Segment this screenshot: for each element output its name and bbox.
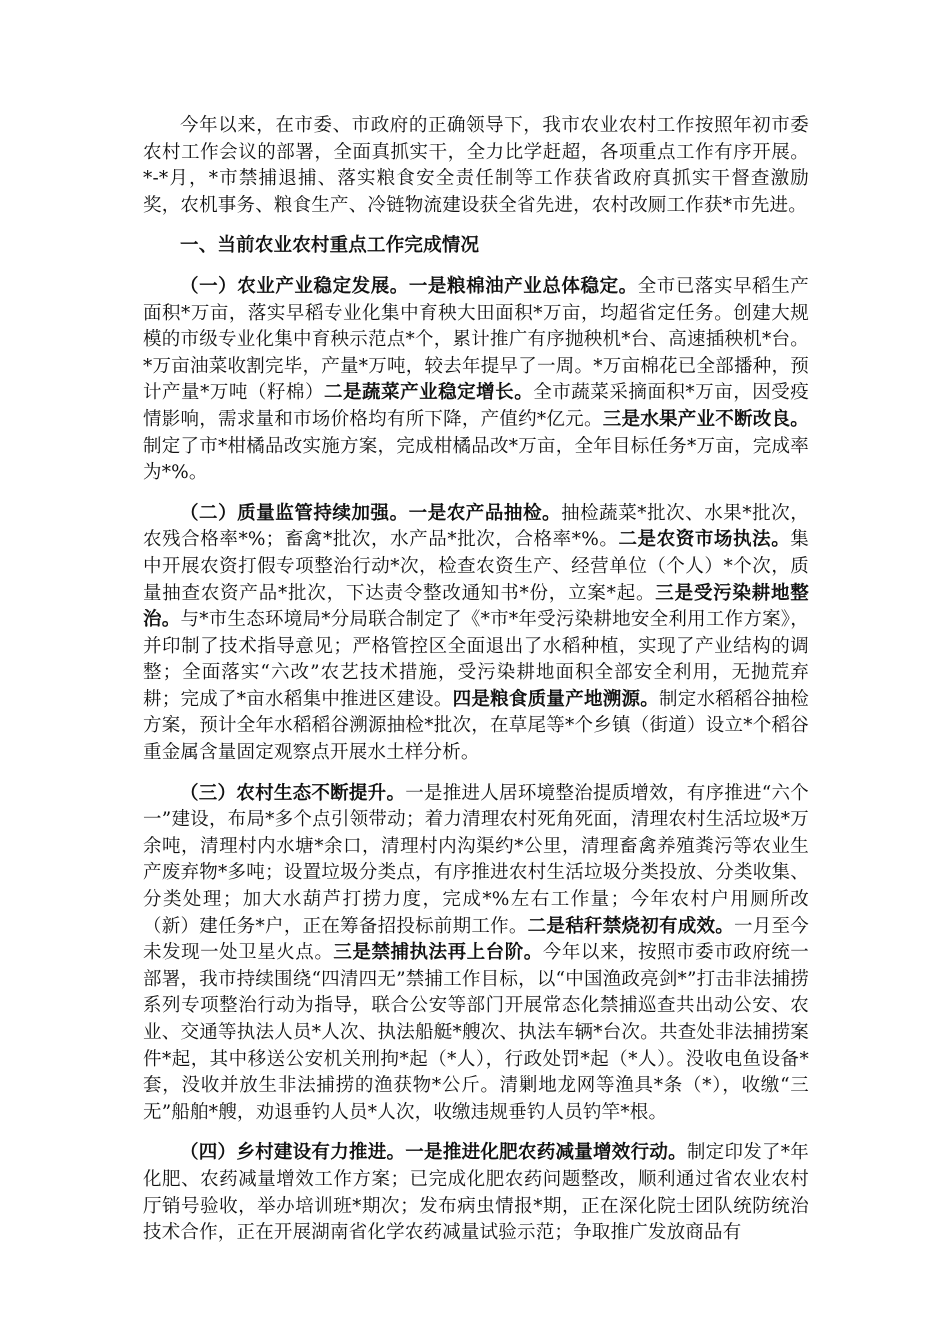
paragraph-lead: （四）乡村建设有力推进。一是推进化肥农药减量增效行动。: [180, 1142, 687, 1164]
paragraph-emphasis: 三是水果产业不断改良。: [602, 408, 809, 430]
paragraph-text: 抽检蔬菜*批次、水果*批次，农残合格率*%；畜禽*批次，水产品*批次，合格率*%。: [143, 502, 809, 551]
paragraph-lead: （二）质量监管持续加强。一是农产品抽检。: [180, 502, 562, 524]
document-body: [143, 113, 809, 1261]
paragraph-emphasis: 二是蔬菜产业稳定增长。: [323, 382, 534, 404]
paragraph-emphasis: 三是受污染耕地整治。: [143, 582, 809, 631]
paragraph-rural-construction: [143, 1140, 809, 1246]
paragraph-text: 制定印发了*年化肥、农药减量增效工作方案；已完成化肥农药问题整改，顺利通过省农业农村厅销号验收，举办培训班*期次；发布病虫情报*期，正在深化院士团队统防统治技术合作，正在开展湖南省化学农药减量试验示范；争取推广发放商品有: [143, 1142, 810, 1244]
paragraph-lead: （一）农业产业稳定发展。一是粮棉油产业总体稳定。: [180, 275, 638, 297]
paragraph-text: 全市蔬菜采摘面积*万亩，因受疫情影响，需求量和市场价格均有所下降，产值约*亿元。: [143, 382, 809, 430]
paragraph-text: 制定了市*柑橘品改实施方案，完成柑橘品改*万亩，全年目标任务*万亩，完成率为*%。: [143, 435, 809, 484]
paragraph-emphasis: 二是农资市场执法。: [618, 529, 791, 551]
paragraph-text: 制定水稻稻谷抽检方案，预计全年水稻稻谷溯源抽检*批次，在草尾等*个乡镇（街道）设立*个稻谷重金属含量固定观察点开展水土样分析。: [143, 688, 809, 764]
paragraph-text: 一是推进人居环境整治提质增效，有序推进“六个一”建设，布局*多个点引领带动；着力清理农村死角死面，清理农村生活垃圾*万余吨，清理村内水塘*余口，清理村内沟渠约*公里，清理畜禽养殖粪污等农业生产废弃物*多吨；设置垃圾分类点，有序推进农村生活垃圾分类投放、分类收集、分类处理；加大水葫芦打捞力度，完成*%左右工作量；今年农村户用厕所改（新）建任务*户，正在筹备招投标前期工作。: [143, 782, 809, 937]
paragraph-emphasis: 四是粮食质量产地溯源。: [452, 688, 659, 710]
paragraph-lead: （三）农村生态不断提升。: [180, 782, 406, 804]
paragraph-emphasis: 二是秸秆禁烧初有成效。: [527, 915, 735, 937]
paragraph-rural-ecology: [143, 781, 809, 1127]
paragraph-text: 今年以来，按照市委市政府统一部署，我市持续围绕“四清四无”禁捕工作目标，以“中国渔政亮剑*”打击非法捕捞系列专项整治行动为指导，联合公安等部门开展常态化禁捕巡查共出动公安、农业、交通等执法人员*人次、执法船艇*艘次、执法车辆*台次。共查处非法捕捞案件*起，其中移送公安机关刑拘*起（*人），行政处罚*起（*人）。没收电鱼设备*套，没收并放生非法捕捞的渔获物*公斤。清剿地龙网等渔具*条（*），收缴“三无”船舶*艘，劝退垂钓人员*人次，收缴违规垂钓人员钓竿*根。: [143, 942, 809, 1123]
intro-paragraph: 今年以来，在市委、市政府的正确领导下，我市农业农村工作按照年初市委农村工作会议的部署，全面真抓实干，全力比学赶超，各项重点工作有序开展。*-*月，*市禁捕退捕、落实粮食安全责任制等工作获省政府真抓实干督查激励奖，农机事务、粮食生产、冷链物流建设获全省先进，农村改厕工作获*市先进。: [143, 115, 809, 216]
paragraph-text: 一月至今未发现一处卫星火点。: [143, 915, 809, 964]
paragraph-agriculture-industry: [143, 274, 809, 487]
paragraph-text: 全市已落实早稻生产面积*万亩，落实早稻专业化集中育秧大田面积*万亩，均超省定任务。创建大规模的市级专业化集中育秧示范点*个，累计推广有序抛秧机*台、高速插秧机*台。*万亩油菜收割完毕，产量*万吨，较去年提早了一周。*万亩棉花已全部播种，预计产量*万吨（籽棉）: [143, 275, 809, 404]
paragraph-text: 集中开展农资打假专项整治行动*次，检查农资生产、经营单位（个人）*个次，质量抽查农资产品*批次，下达责令整改通知书*份，立案*起。: [143, 529, 809, 604]
paragraph-emphasis: 三是禁捕执法再上台阶。: [333, 942, 543, 964]
section-heading: 一、当前农业农村重点工作完成情况: [180, 235, 480, 257]
paragraph-quality-supervision: [143, 501, 809, 767]
paragraph-text: 与*市生态环境局*分局联合制定了《*市*年受污染耕地安全利用工作方案》，并印制了技术指导意见；严格管控区全面退出了水稻种植，实现了产业结构的调整；全面落实“六改”农艺技术措施，受污染耕地面积全部安全利用，无抛荒弃耕；完成了*亩水稻集中推进区建设。: [143, 609, 810, 710]
